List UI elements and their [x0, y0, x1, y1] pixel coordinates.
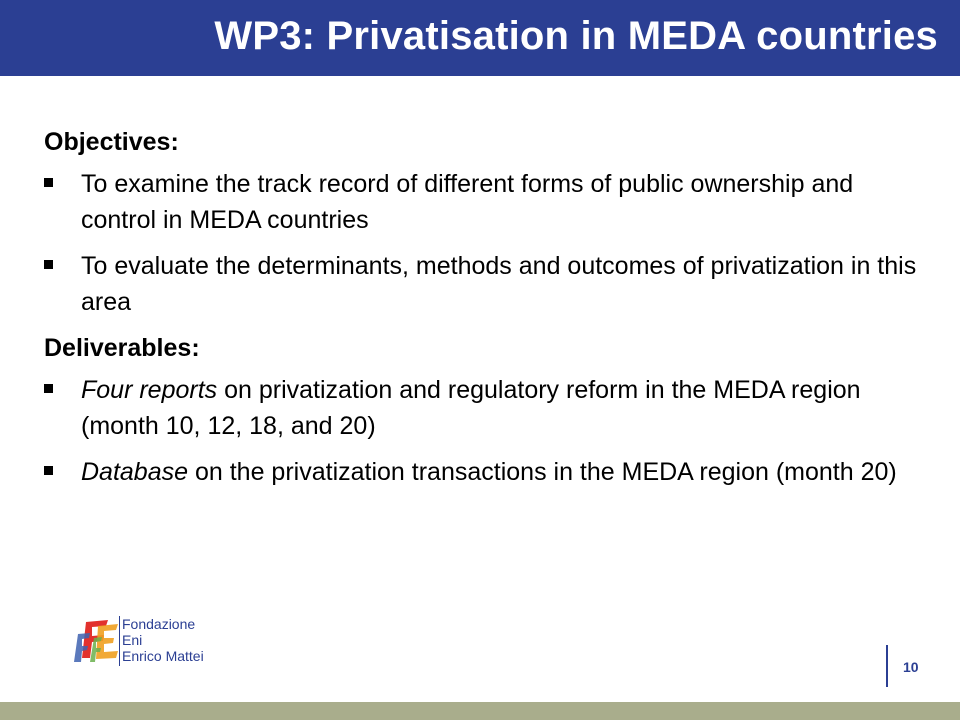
page-number-divider [886, 645, 888, 687]
deliverable-emphasis: Four reports [81, 376, 218, 404]
logo-line-1: Fondazione [122, 616, 196, 632]
logo-divider [119, 616, 120, 666]
objectives-heading: Objectives: [44, 128, 179, 156]
logo-wordmark [122, 616, 204, 664]
objective-item [44, 248, 924, 320]
logo-line-3: Enrico Mattei [122, 648, 204, 664]
bullet-square-icon [44, 178, 53, 187]
deliverable-text: on the privatization transactions in the MEDA region (month 20) [188, 458, 897, 486]
deliverables-heading: Deliverables: [44, 334, 200, 362]
page-number: 10 [903, 659, 919, 675]
bullet-square-icon [44, 260, 53, 269]
deliverable-item [44, 454, 924, 490]
deliverable-item [44, 372, 924, 444]
objective-text: To examine the track record of different forms of public ownership and control in MEDA countries [81, 170, 854, 234]
objective-item [44, 166, 924, 238]
objective-text: To evaluate the determinants, methods and outcomes of privatization in this area [81, 252, 917, 316]
slide-content [44, 124, 924, 500]
logo-line-2: Eni [122, 632, 143, 648]
slide-title: WP3: Privatisation in MEDA countries [214, 14, 938, 58]
title-bar [0, 0, 960, 76]
bullet-square-icon [44, 466, 53, 475]
bottom-bar [0, 702, 960, 720]
deliverable-emphasis: Database [81, 458, 189, 486]
bullet-square-icon [44, 384, 53, 393]
deliverable-text: on privatization and regulatory reform in the MEDA region (month 10, 12, 18, and 20) [81, 376, 861, 440]
